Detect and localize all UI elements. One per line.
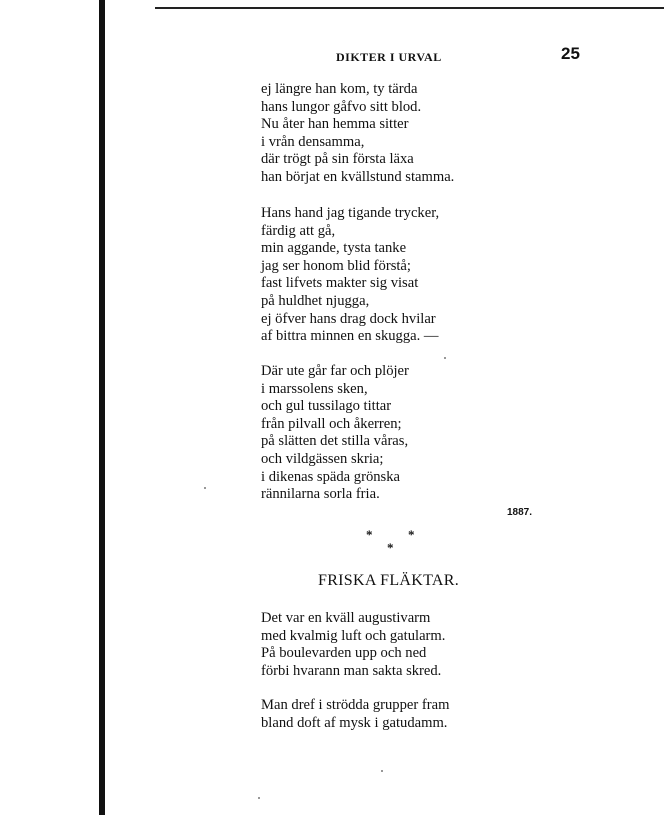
verse-line: förbi hvarann man sakta skred. [261,662,442,679]
verse-line: hans lungor gåfvo sitt blod. [261,98,422,115]
verse-line: bland doft af mysk i gatudamm. [261,714,448,731]
top-rule [155,7,664,9]
verse-line: På boulevarden upp och ned [261,645,427,662]
verse-line: Nu åter han hemma sitter [261,116,409,133]
verse-line: ej öfver hans drag dock hvilar [261,310,436,327]
stanza-2 [261,205,439,346]
verse-line: med kvalmig luft och gatularm. [261,627,446,644]
asterism [362,527,422,557]
verse-line: ej längre han kom, ty tärda [261,81,418,97]
scan-speck [204,487,206,489]
scan-speck [381,770,383,772]
stanza-3 [261,363,409,504]
verse-line: han börjat en kvällstund stamma. [261,168,455,185]
verse-line: i dikenas späda grönska [261,468,401,485]
verse-line: rännilarna sorla fria. [261,486,380,503]
scan-speck [258,797,260,799]
next-poem-stanza-2 [261,697,449,732]
verse-line: min aggande, tysta tanke [261,240,407,257]
poem-date: 1887. [507,507,533,518]
verse-line: fast lifvets makter sig visat [261,275,419,292]
verse-line: af bittra minnen en skugga. — [261,328,439,345]
asterism-star: * [387,540,394,555]
verse-line: i vrån densamma, [261,133,365,150]
page-number: 25 [561,44,580,63]
asterism-star: * [366,527,373,542]
verse-line: i marssolens sken, [261,380,368,397]
poem-title: FRISKA FLÄKTAR. [318,572,460,589]
stanza-1 [261,81,454,187]
verse-line: och vildgässen skria; [261,450,384,467]
verse-line: Hans hand jag tigande trycker, [261,205,440,221]
verse-line: och gul tussilago tittar [261,398,392,415]
verse-line: Där ute går far och plöjer [261,363,409,379]
verse-line: där trögt på sin första läxa [261,151,414,168]
verse-line: på huldhet njugga, [261,292,370,309]
scan-speck [444,357,446,359]
running-head: DIKTER I URVAL [336,50,442,64]
asterism-star: * [408,527,415,542]
verse-line: från pilvall och åkerren; [261,415,402,432]
verse-line: jag ser honom blid förstå; [261,257,411,274]
next-poem-stanza-1 [261,610,445,680]
verse-line: på slätten det stilla våras, [261,433,409,450]
verse-line: färdig att gå, [261,222,336,239]
verse-line: Man dref i strödda grupper fram [261,697,450,713]
book-spine-shadow [99,0,105,815]
verse-line: Det var en kväll augustivarm [261,610,431,626]
